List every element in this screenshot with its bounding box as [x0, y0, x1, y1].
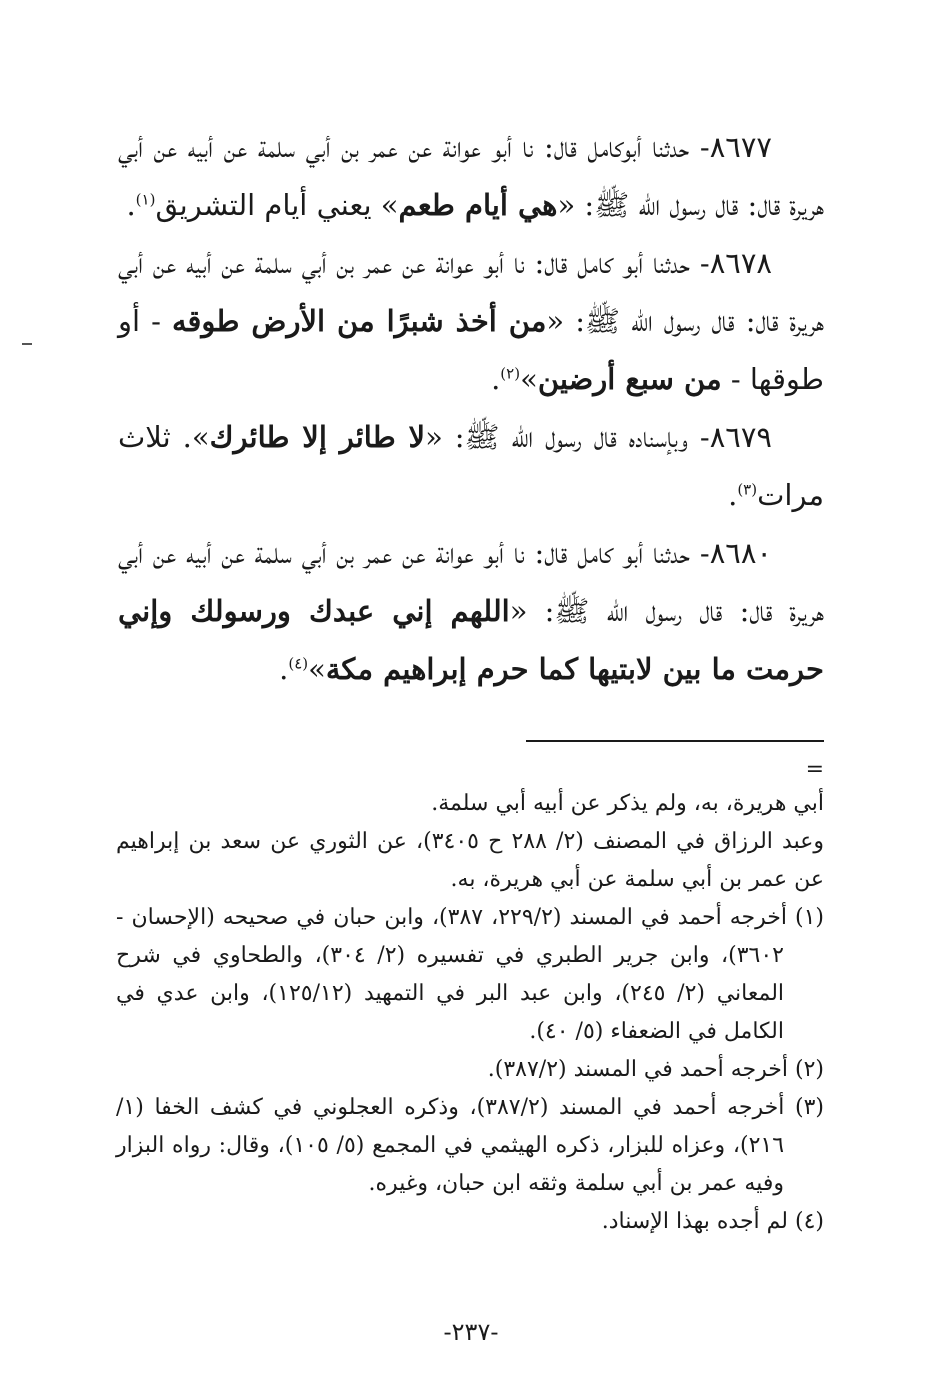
footnote-ref[interactable]: (٤): [288, 654, 309, 673]
hadith-quote: من أخذ شبرًا من الأرض طوقه: [172, 304, 547, 338]
footnote-ref[interactable]: (٣): [737, 480, 758, 499]
hadith-quote: من سبع أرضين: [537, 362, 722, 396]
footnote-4: (٤) لم أجده بهذا الإسناد.: [601, 1209, 824, 1234]
page-number: -٢٣٧-: [443, 1318, 499, 1346]
footnote-continuation: أبي هريرة، به، ولم يذكر عن أبيه أبي سلمة.: [431, 791, 824, 816]
hadith-8677: ٨٦٧٧- حدثنا أبوكامل قال: نا أبو عوانة عن عمر بن أبي سلمة عن أبيه عن أبي هريرة قال: قال رسول الله ﷺ: «هي أيام طعم» يعني أيام التشريق$^{(١)}$.: [118, 130, 824, 222]
hadith-8680: ٨٦٨٠- حدثنا أبو كامل قال: نا أبو عوانة عن عمر بن أبي سلمة عن أبيه عن أبي هريرة قال: قال رسول الله ﷺ: «اللهم إني عبدك ورسولك وإني حرمت ما بين لابتيها كما حرم إبراهيم مكة»$^{(٤)}$.: [118, 536, 824, 686]
footnote-1: (١) أخرجه أحمد في المسند (٢٢٩/٢، ٣٨٧)، وابن حبان في صحيحه (الإحسان - ٣٦٠٢)، وابن جرير الطبري في تفسيره (٢/ ٣٠٤)، والطحاوي في شرح المعاني (٢/ ٢٤٥)، وابن عبد البر في التمهيد (١٢٥/١٢)، وابن عدي في الكامل في الضعفاء (٥/ ٤٠).: [116, 905, 825, 1044]
hadith-8679: ٨٦٧٩- وبإسناده قال رسول الله ﷺ: «لا طائر إلا طائرك». ثلاث مرات$^{(٣)}$.: [118, 420, 824, 512]
footnote-2: (٢) أخرجه أحمد في المسند (٣٨٧/٢).: [487, 1057, 824, 1082]
margin-mark: [22, 343, 32, 345]
hadith-quote: هي أيام طعم: [398, 188, 558, 222]
footnotes: [116, 755, 824, 1241]
hadith-quote: اللهم إني عبدك ورسولك وإني حرمت ما بين لابتيها كما حرم إبراهيم مكة: [118, 594, 824, 686]
hadith-8678: ٨٦٧٨- حدثنا أبو كامل قال: نا أبو عوانة عن عمر بن أبي سلمة عن أبيه عن أبي هريرة قال: قال رسول الله ﷺ: «من أخذ شبرًا من الأرض طوقه - أو طوقها - من سبع أرضين»$^{(٢)}$.: [118, 246, 824, 396]
continuation-mark: =: [805, 757, 824, 782]
hadith-quote: لا طائر إلا طائرك: [209, 420, 426, 454]
footnote-ref[interactable]: (١): [135, 190, 156, 209]
footnote-divider: [526, 740, 824, 742]
footnote-3: (٣) أخرجه أحمد في المسند (٣٨٧/٢)، وذكره العجلوني في كشف الخفا (١/ ٢١٦)، وعزاه للبزار، ذكره الهيثمي في المجمع (٥/ ١٠٥)، وقال: رواه البزار وفيه عمر بن أبي سلمة وثقه ابن حبان، وغيره.: [116, 1095, 824, 1196]
footnote-ref[interactable]: (٢): [500, 364, 521, 383]
footnote-continuation: وعبد الرزاق في المصنف (٢/ ٢٨٨ ح ٣٤٠٥)، عن الثوري عن سعد بن إبراهيم عن عمر بن أبي سلمة عن أبي هريرة، به.: [116, 829, 824, 892]
main-text: [118, 118, 824, 698]
